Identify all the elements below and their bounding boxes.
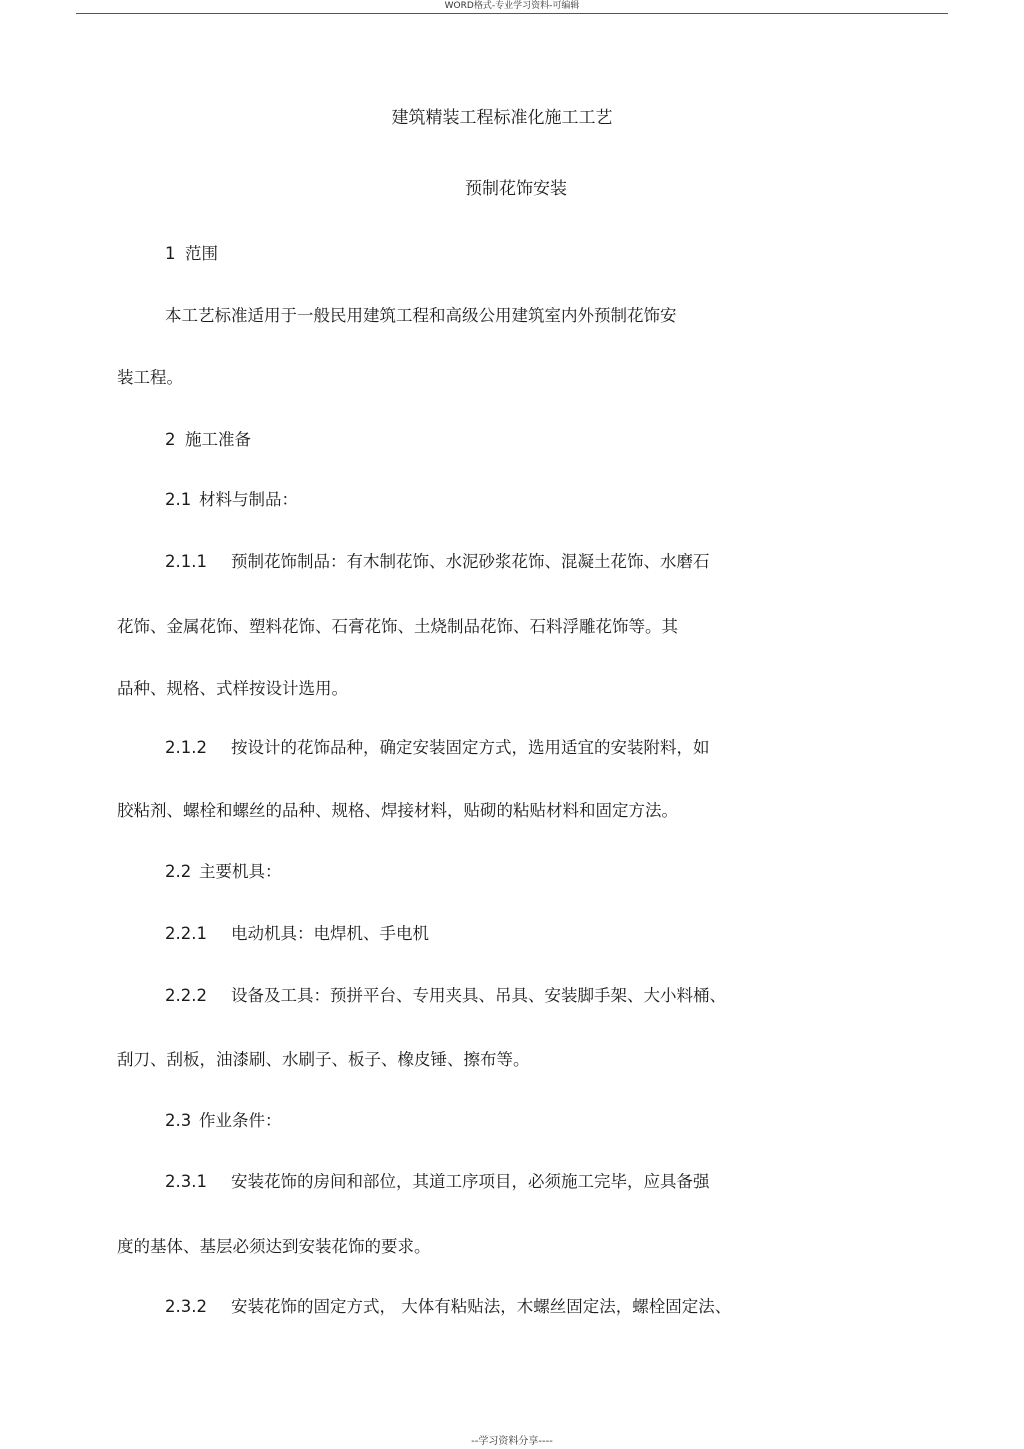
clause-text: 电动机具：电焊机、手电机 [231,924,429,943]
clause-text: 按设计的花饰品种，确定安装固定方式，选用适宜的安装附料，如 [231,738,710,757]
clause-number: 2.1.2 [165,738,207,757]
clause-number: 2.3.1 [165,1172,207,1191]
section-title: 施工准备 [185,430,251,449]
paragraph-line: 本工艺标准适用于一般民用建筑工程和高级公用建筑室内外预制花饰安 [165,306,677,325]
section-title: 主要机具： [199,862,282,881]
clause-text: 预制花饰制品：有木制花饰、水泥砂浆花饰、混凝土花饰、水磨石 [231,552,710,571]
clause-text: 安装花饰的房间和部位，其道工序项目，必须施工完毕，应具备强 [231,1172,710,1191]
section-heading-1 [165,243,218,265]
section-heading-2 [165,429,251,451]
subsection-heading-2-1 [165,489,298,511]
section-number: 1 [165,244,176,263]
clause-number: 2.2.2 [165,986,207,1005]
section-title: 作业条件： [199,1111,282,1130]
clause-2-1-2 [165,737,710,759]
section-number: 2.1 [165,490,192,509]
paragraph-line: 胶粘剂、螺栓和螺丝的品种、规格、焊接材料，贴砌的粘贴材料和固定方法。 [117,801,678,820]
page-header: WORD格式-专业学习资料-可编辑 [444,1,580,11]
paragraph-line: 花饰、金属花饰、塑料花饰、石膏花饰、土烧制品花饰、石料浮雕花饰等。其 [117,617,678,636]
page-footer: --学习资料分享---- [471,1436,553,1447]
clause-number: 2.3.2 [165,1297,207,1316]
subsection-heading-2-2 [165,861,282,883]
section-number: 2.2 [165,862,192,881]
clause-2-3-2 [165,1296,731,1318]
section-title: 范围 [185,244,218,263]
header-divider [76,13,948,14]
subsection-heading-2-3 [165,1110,282,1132]
clause-number: 2.1.1 [165,552,207,571]
section-number: 2.3 [165,1111,192,1130]
paragraph-line: 刮刀、刮板，油漆刷、水刷子、板子、橡皮锤、擦布等。 [117,1050,530,1069]
document-subtitle: 预制花饰安装 [465,179,567,199]
clause-2-2-2 [165,985,726,1007]
clause-text: 设备及工具：预拼平台、专用夹具、吊具、安装脚手架、大小料桶、 [231,986,726,1005]
section-title: 材料与制品： [199,490,298,509]
document-title: 建筑精装工程标准化施工工艺 [391,108,613,128]
clause-2-2-1 [165,923,429,945]
section-number: 2 [165,430,176,449]
clause-number: 2.2.1 [165,924,207,943]
paragraph-line: 品种、规格、式样按设计选用。 [117,679,348,698]
paragraph-line: 装工程。 [117,368,183,387]
clause-text: 安装花饰的固定方式， 大体有粘贴法，木螺丝固定法，螺栓固定法、 [231,1297,732,1316]
clause-2-1-1 [165,551,710,573]
paragraph-line: 度的基体、基层必须达到安装花饰的要求。 [117,1237,431,1256]
clause-2-3-1 [165,1171,710,1193]
